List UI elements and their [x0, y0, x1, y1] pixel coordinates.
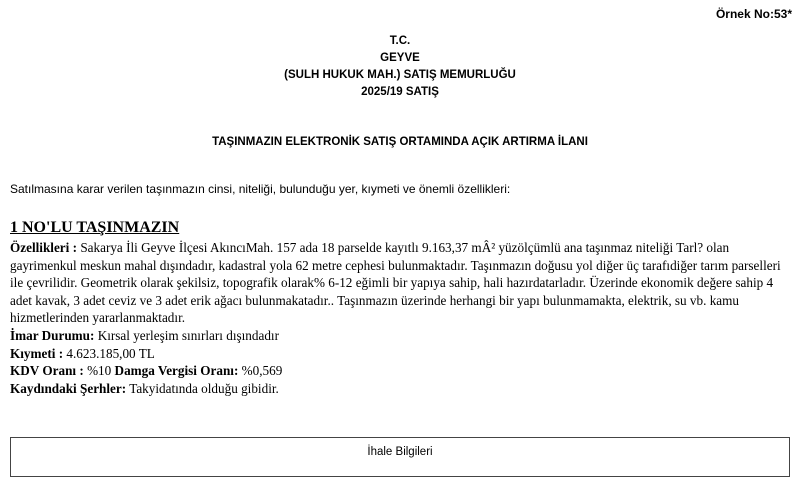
value-text: 4.623.185,00 TL [63, 345, 155, 361]
zoning-row [10, 327, 794, 345]
property-title: 1 NO'LU TAŞINMAZIN [10, 219, 180, 236]
header-office: (SULH HUKUK MAH.) SATIŞ MEMURLUĞU [284, 69, 516, 81]
zoning-text: Kırsal yerleşim sınırları dışındadır [94, 327, 279, 343]
header-file-number: 2025/19 SATIŞ [361, 86, 439, 98]
vat-label: KDV Oranı : [10, 363, 84, 379]
intro-text: Satılmasına karar verilen taşınmazın cinsi, niteliği, bulunduğu yer, kıymeti ve önemli özellikleri: [10, 182, 511, 196]
office-header [0, 33, 800, 101]
stamp-tax-label: Damga Vergisi Oranı: [114, 363, 239, 379]
header-tc: T.C. [389, 35, 411, 47]
header-city: GEYVE [380, 52, 420, 64]
features-label: Özellikleri : [10, 240, 78, 255]
announcement-title: TAŞINMAZIN ELEKTRONİK SATIŞ ORTAMINDA AÇIK ARTIRMA İLANI [212, 136, 588, 148]
sample-number: Örnek No:53* [715, 7, 792, 21]
zoning-label: İmar Durumu: [10, 327, 95, 343]
stamp-tax-text: %0,569 [238, 363, 283, 379]
tax-row [10, 362, 794, 380]
annotations-text: Takyidatında olduğu gibidir. [126, 380, 279, 396]
vat-text: %10 [83, 363, 115, 379]
features-text: Sakarya İli Geyve İlçesi AkıncıMah. 157 ada 18 parselde kayıtlı 9.163,37 mÂ² yüzölçümlü ana taşınmaz niteliği Tarl? olan gayrimenkul meskun mahal dışındadır, kadastral yola 62 metre cephesi bulunmaktadır. Taşınmazın doğusu yol diğer üç tarafıdiğer tarım parselleri ile çevrilidir. Geometrik olarak şekilsiz, topografik olarak% 6-12 eğimli bir yapıya sahip, hali hazırdatarladır. Üzerinde ekonomik değere sahip 4 adet kavak, 3 adet ceviz ve 3 adet erik ağacı bulunmakatadır.. Taşınmazın üzerinde herhangi bir yapı bulunmamakta, elektrik, su vb. kamu hizmetlerinden yararlanmaktadır. [10, 240, 781, 326]
value-row [10, 345, 794, 363]
auction-info-title: İhale Bilgileri [367, 446, 433, 458]
features-row [10, 239, 794, 327]
property-section [10, 219, 794, 397]
annotations-label: Kaydındaki Şerhler: [10, 380, 127, 396]
annotations-row [10, 380, 794, 398]
auction-info-box [10, 437, 790, 477]
value-label: Kıymeti : [10, 345, 64, 361]
